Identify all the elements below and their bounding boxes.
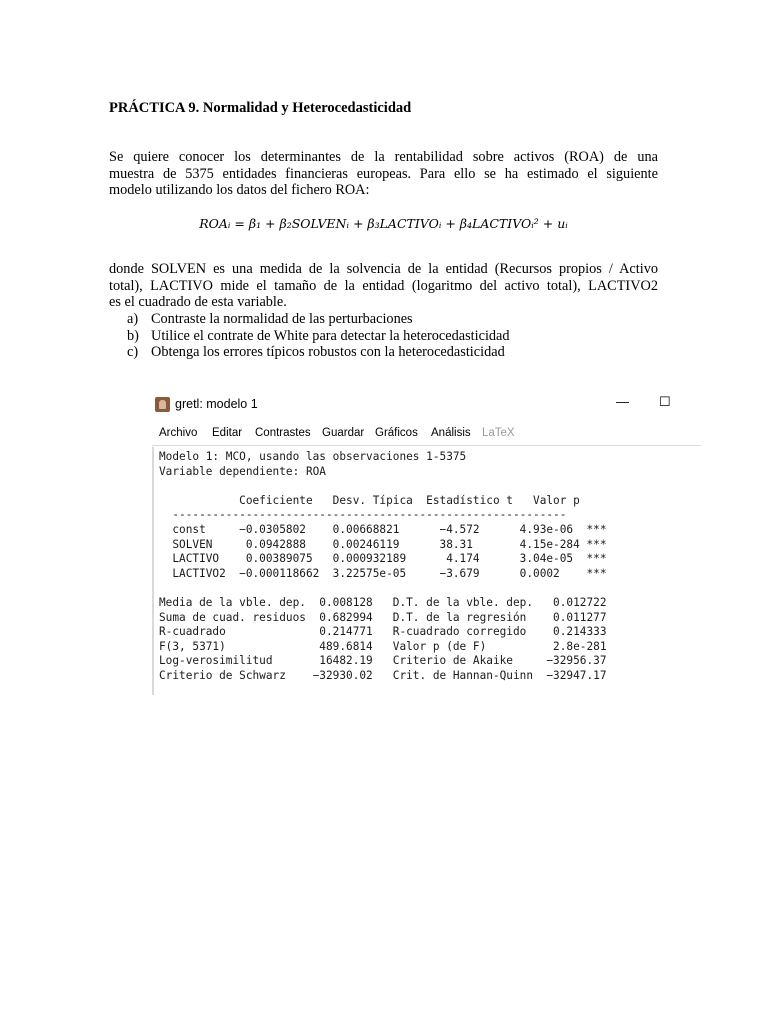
item-text: Utilice el contrate de White para detectar la heterocedasticidad <box>151 327 510 344</box>
window-title: gretl: modelo 1 <box>175 397 258 411</box>
model-output-area[interactable] <box>152 447 701 695</box>
menu-analisis[interactable]: Análisis <box>431 427 471 439</box>
page-title: PRÁCTICA 9. Normalidad y Heterocedasticidad <box>109 100 412 116</box>
window-titlebar <box>152 390 701 420</box>
item-text: Obtenga los errores típicos robustos con la heterocedasticidad <box>151 344 505 360</box>
item-letter: c) <box>127 344 139 360</box>
description-line: donde SOLVEN es una medida de la solvencia de la entidad (Recursos propios / Activo <box>109 261 658 277</box>
item-letter: a) <box>127 311 139 327</box>
menu-archivo[interactable]: Archivo <box>159 427 198 439</box>
list-item <box>127 311 510 328</box>
list-item <box>127 344 510 361</box>
item-text: Contraste la normalidad de las perturbaciones <box>151 311 413 327</box>
menu-guardar[interactable]: Guardar <box>322 427 365 439</box>
gretl-window <box>152 390 701 696</box>
menu-editar[interactable]: Editar <box>212 427 243 439</box>
model-equation: ROAᵢ = β₁ + β₂SOLVENᵢ + β₃LACTIVOᵢ + β₄LACTIVOᵢ² + uᵢ <box>199 216 568 231</box>
minimize-button[interactable]: — <box>616 394 629 409</box>
menu-contrastes[interactable]: Contrastes <box>255 427 311 439</box>
intro-line: modelo utilizando los datos del fichero ROA: <box>109 182 370 198</box>
menu-bar <box>152 421 701 446</box>
intro-line: Se quiere conocer los determinantes de la rentabilidad sobre activos (ROA) de una <box>109 149 658 165</box>
item-letter: b) <box>127 327 139 344</box>
menu-latex[interactable]: LaTeX <box>482 427 515 439</box>
task-list <box>127 311 510 361</box>
maximize-button[interactable]: ☐ <box>659 394 671 409</box>
intro-paragraph <box>109 149 658 199</box>
menu-graficos[interactable]: Gráficos <box>375 427 418 439</box>
description-line: es el cuadrado de esta variable. <box>109 294 287 310</box>
intro-line: muestra de 5375 entidades financieras europeas. Para ello se ha estimado el siguiente <box>109 165 658 182</box>
description-line: total), LACTIVO mide el tamaño de la entidad (logaritmo del activo total), LACTIVO2 <box>109 277 658 294</box>
gretl-app-icon <box>155 397 170 412</box>
description-paragraph <box>109 261 658 311</box>
list-item <box>127 328 510 345</box>
model-output-text: Modelo 1: MCO, usando las observaciones 1-5375 Variable dependiente: ROA Coeficiente Desv. Típica Estadístico t Valor p ----------------------------------------------------------- const −0.0305802 0.00668821 −4.572 4.93e-06 *** SOLVEN 0.0942888 0.00246119 38.31 4.15e-284 *** LACTIVO 0.00389075 0.000932189 4.174 3.04e-05 *** LACTIVO2 −0.000118662 3.22575e-05 −3.679 0.0002 *** Media de la vble. dep. 0.008128 D.T. de la vble. dep. 0.012722 Suma de cuad. residuos 0.682994 D.T. de la regresión 0.011277 R-cuadrado 0.214771 R-cuadrado corregido 0.214333 F(3, 5371) 489.6814 Valor p (de F) 2.8e-281 Log-verosimilitud 16482.19 Criterio de Akaike −32956.37 Criterio de Schwarz −32930.02 Crit. de Hannan-Quinn −32947.17 <box>159 450 607 682</box>
